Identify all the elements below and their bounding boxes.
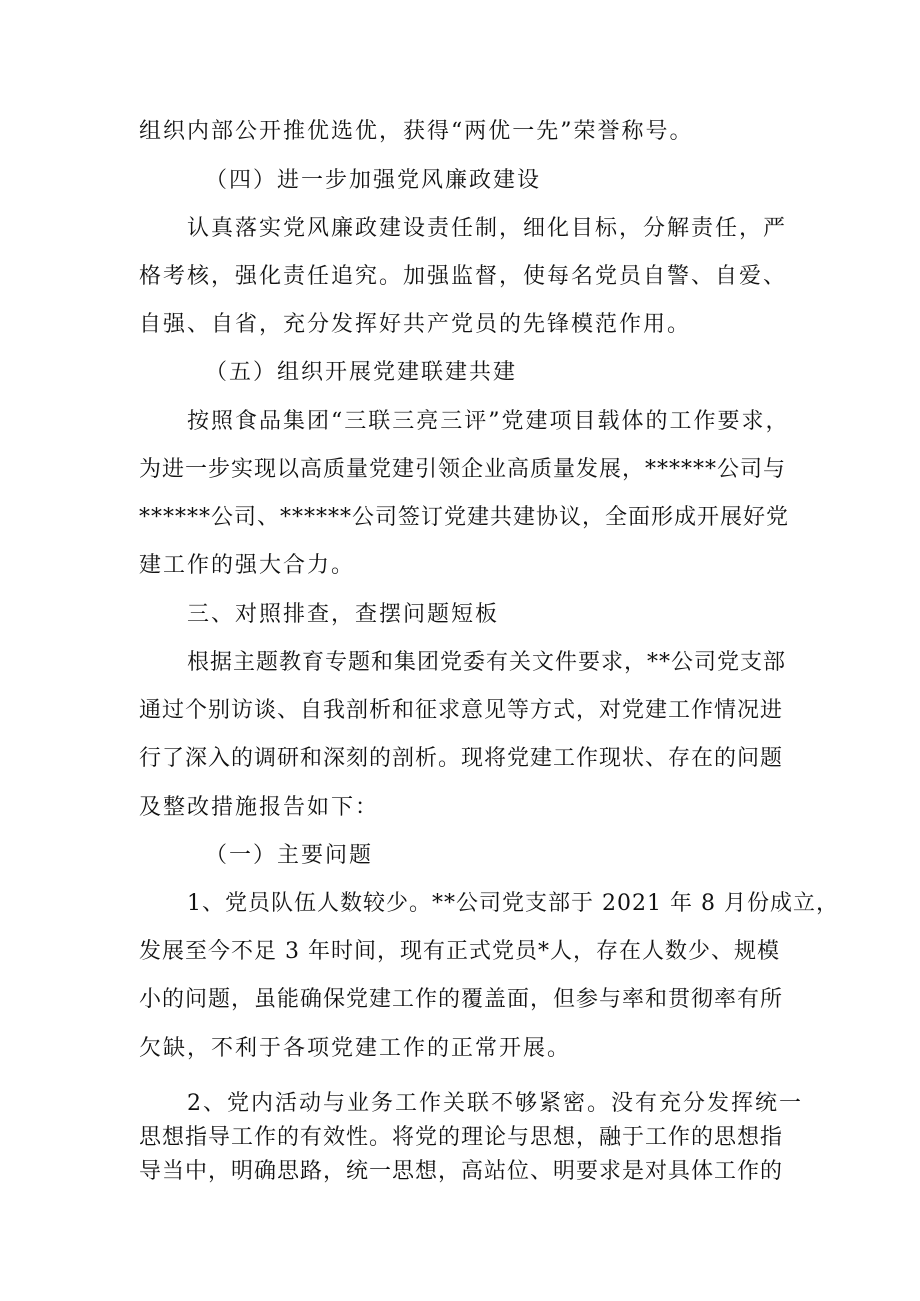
section-heading: 三、对照排查，查摆问题短板: [187, 602, 500, 627]
paragraph-line: 思想指导工作的有效性。将党的理论与思想，融于工作的思想指: [139, 1125, 784, 1150]
paragraph-line: 组织内部公开推优选优，获得“两优一先”荣誉称号。: [139, 119, 694, 144]
paragraph-line: 建工作的强大合力。: [139, 553, 356, 578]
paragraph-line: 认真落实党风廉政建设责任制，细化目标，分解责任，严: [187, 216, 788, 241]
paragraph-line: 及整改措施报告如下：: [139, 795, 380, 820]
paragraph-line: 2、党内活动与业务工作关联不够紧密。没有充分发挥统一: [187, 1091, 803, 1116]
paragraph-line: 按照食品集团“三联三亮三评”党建项目载体的工作要求，: [187, 409, 790, 434]
paragraph-line: 为进一步实现以高质量党建引领企业高质量发展，******公司与: [139, 457, 787, 482]
paragraph-line: 1、党员队伍人数较少。**公司党支部于 2021 年 8 月份成立，: [187, 891, 839, 916]
section-heading: （五）组织开展党建联建共建: [205, 360, 518, 385]
section-heading: （四）进一步加强党风廉政建设: [205, 168, 542, 193]
section-heading: （一）主要问题: [205, 843, 374, 868]
paragraph-line: 发展至今不足 3 年时间，现有正式党员*人，存在人数少、规模: [139, 939, 780, 964]
paragraph-line: 欠缺，不利于各项党建工作的正常开展。: [139, 1036, 572, 1061]
paragraph-line: 格考核，强化责任追究。加强监督，使每名党员自警、自爱、: [139, 264, 788, 289]
paragraph-line: 根据主题教育专题和集团党委有关文件要求，**公司党支部: [187, 650, 787, 675]
paragraph-line: 自强、自省，充分发挥好共产党员的先锋模范作用。: [139, 312, 692, 337]
paragraph-line: 小的问题，虽能确保党建工作的覆盖面，但参与率和贯彻率有所: [139, 987, 784, 1012]
paragraph-line: 导当中，明确思路，统一思想，高站位、明要求是对具体工作的: [139, 1159, 784, 1184]
paragraph-line: ******公司、******公司签订党建共建协议，全面形成开展好党: [139, 505, 790, 530]
paragraph-line: 通过个别访谈、自我剖析和征求意见等方式，对党建工作情况进: [139, 698, 784, 723]
paragraph-line: 行了深入的调研和深刻的剖析。现将党建工作现状、存在的问题: [139, 746, 784, 771]
